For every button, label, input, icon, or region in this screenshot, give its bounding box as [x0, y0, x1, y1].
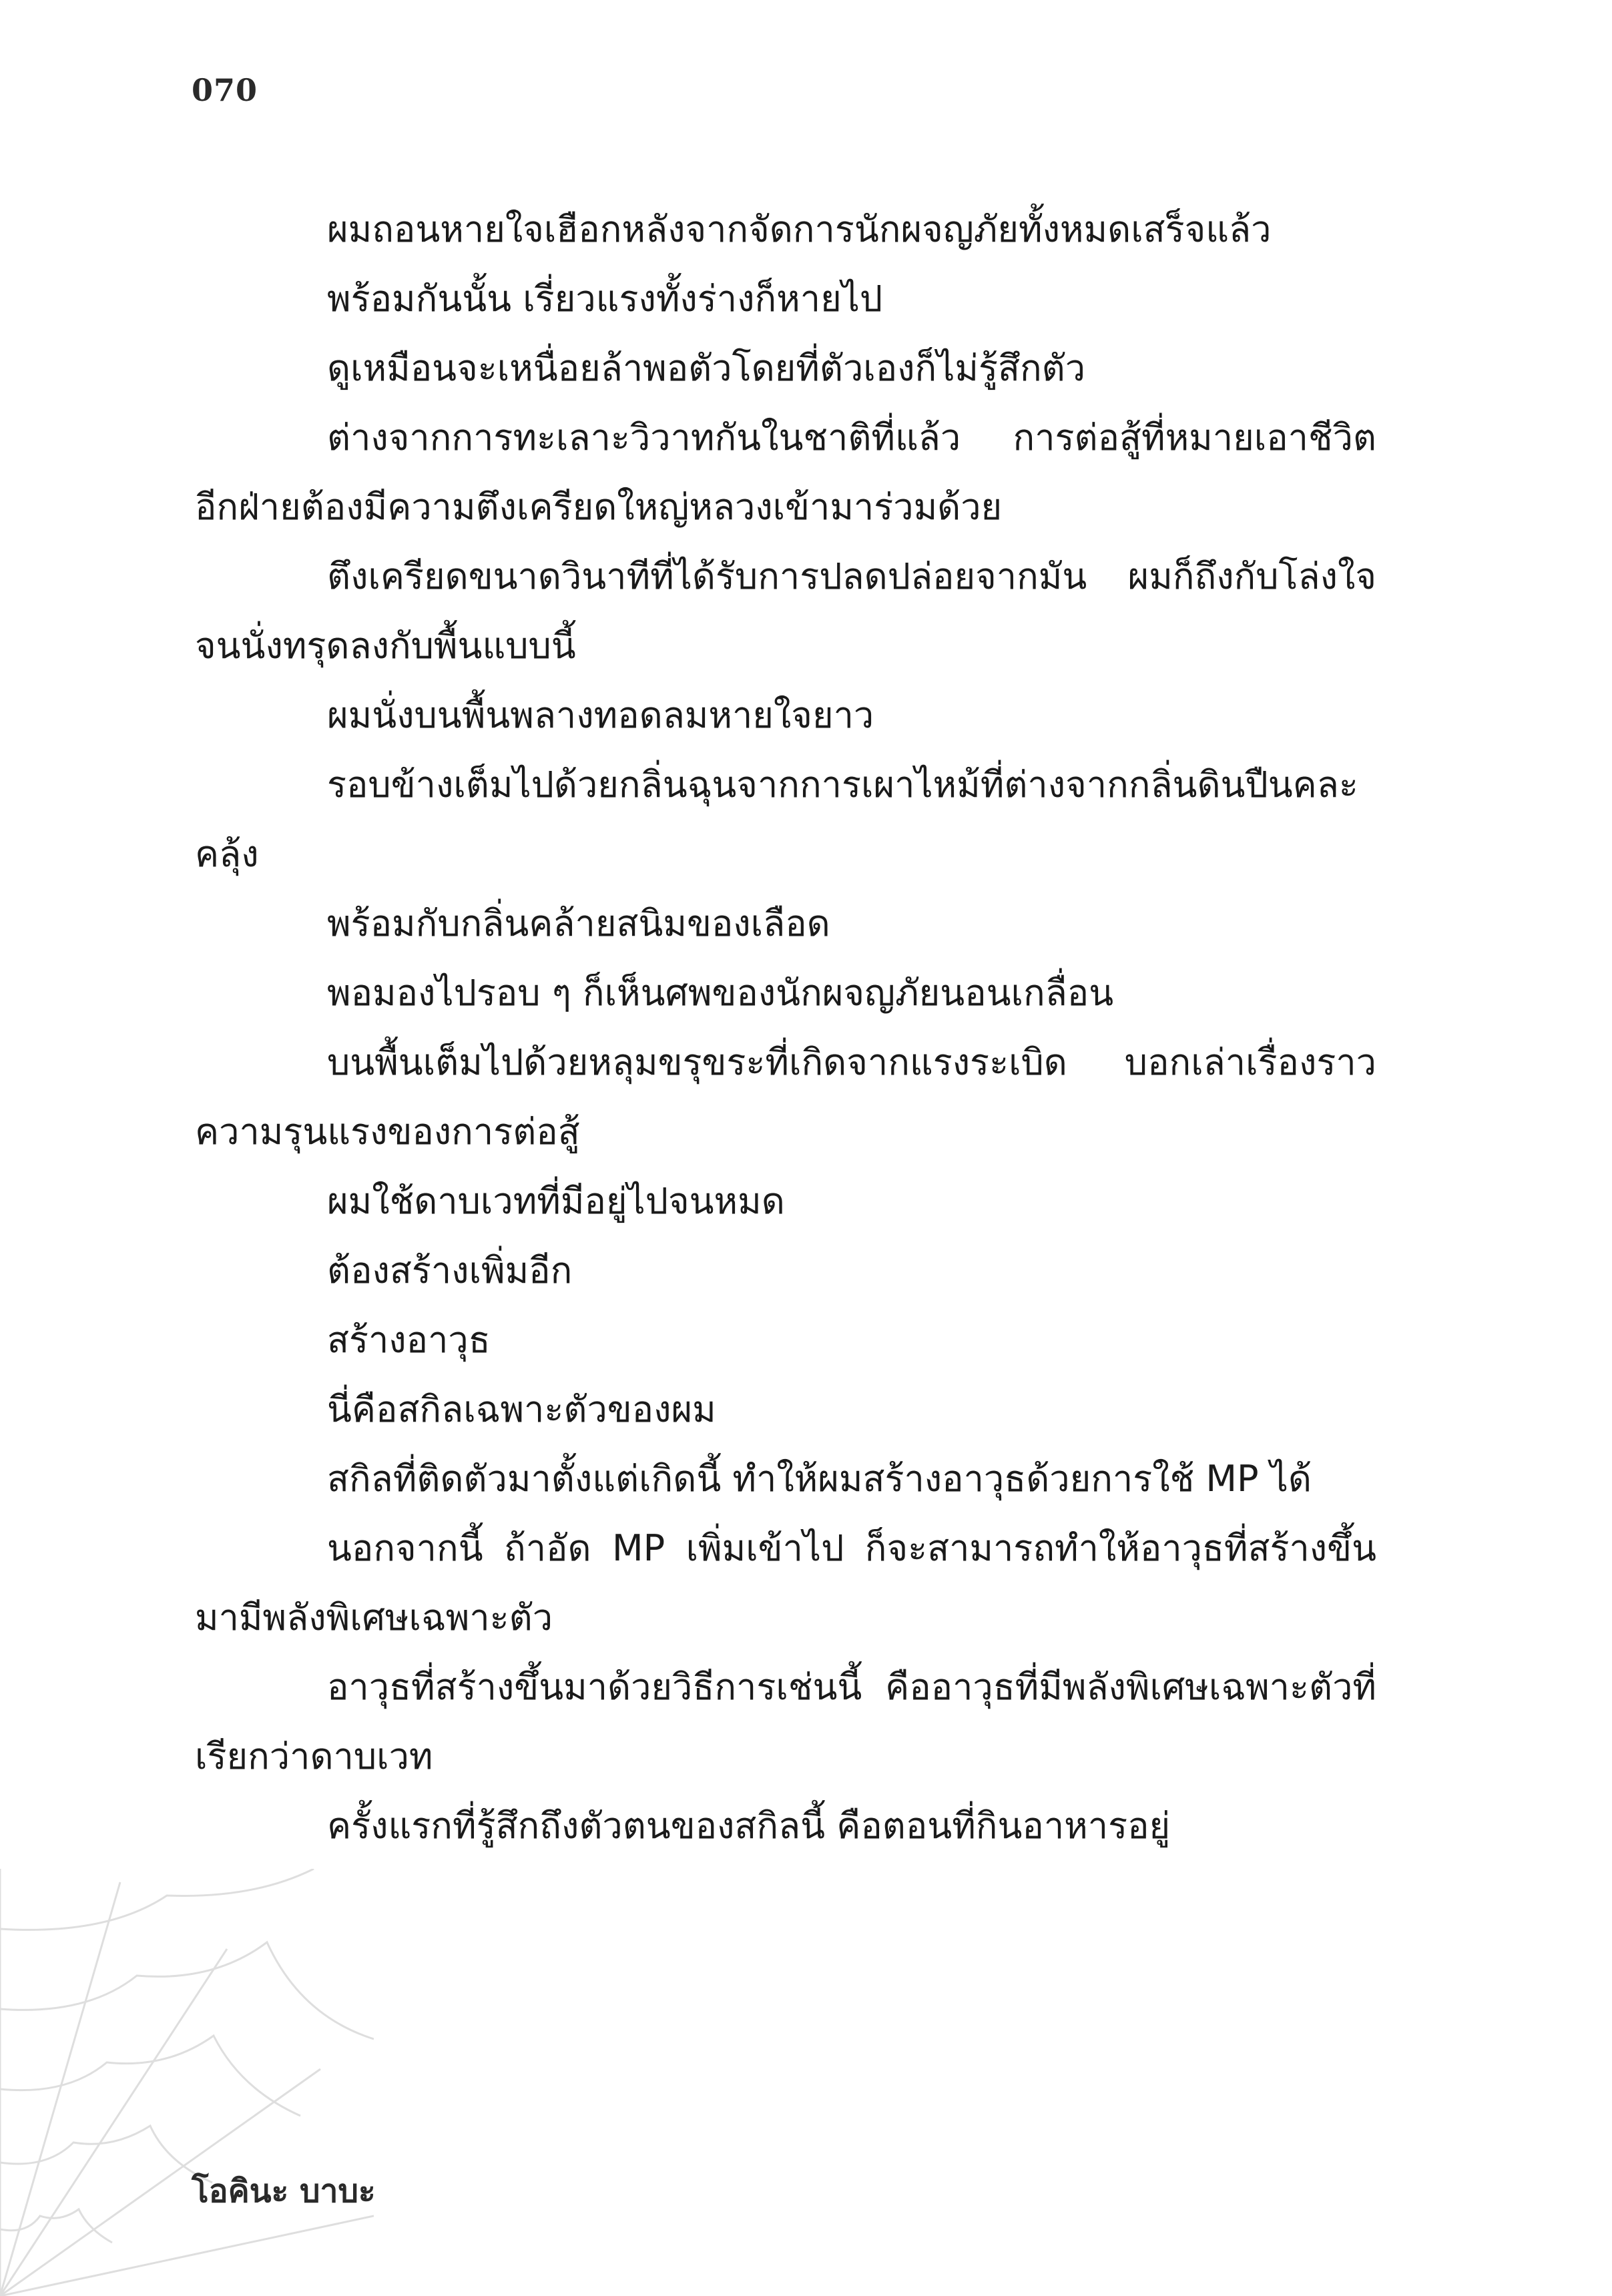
paragraph: พร้อมกับกลิ่นคล้ายสนิมของเลือด [327, 902, 830, 944]
paragraph: รอบข้างเต็มไปด้วยกลิ่นฉุนจากการเผาไหม้ที่ต่างจากกลิ่นดินปืนคละคลุ้ง [195, 764, 1358, 875]
paragraph: ผมนั่งบนพื้นพลางทอดลมหายใจยาว [327, 694, 874, 736]
page-number: 070 [192, 72, 258, 108]
paragraph: นอกจากนี้ ถ้าอัด MP เพิ่มเข้าไป ก็จะสามารถทำให้อาวุธที่สร้างขึ้นมามีพลังพิเศษเฉพาะตัว [195, 1527, 1376, 1639]
paragraph: สร้างอาวุธ [327, 1319, 491, 1361]
spider-web-decoration [0, 1869, 374, 2296]
paragraph: สกิลที่ติดตัวมาตั้งแต่เกิดนี้ ทำให้ผมสร้างอาวุธด้วยการใช้ MP ได้ [327, 1458, 1312, 1500]
paragraph: พอมองไปรอบ ๆ ก็เห็นศพของนักผจญภัยนอนเกลื่อน [327, 972, 1114, 1014]
paragraph: นี่คือสกิลเฉพาะตัวของผม [327, 1388, 716, 1430]
paragraph: ผมถอนหายใจเฮือกหลังจากจัดการนักผจญภัยทั้งหมดเสร็จแล้ว [327, 208, 1272, 250]
author-name: โอคินะ บาบะ [192, 2173, 376, 2210]
paragraph: ต่างจากการทะเลาะวิวาทกันในชาติที่แล้ว การต่อสู้ที่หมายเอาชีวิตอีกฝ่ายต้องมีความตึงเครียดใหญ่หลวงเข้ามาร่วมด้วย [195, 416, 1376, 528]
body-text [195, 195, 1376, 1861]
paragraph: ครั้งแรกที่รู้สึกถึงตัวตนของสกิลนี้ คือตอนที่กินอาหารอยู่ [327, 1805, 1171, 1847]
paragraph: พร้อมกันนั้น เรี่ยวแรงทั้งร่างก็หายไป [327, 278, 883, 320]
paragraph: ผมใช้ดาบเวทที่มีอยู่ไปจนหมด [327, 1180, 785, 1222]
paragraph: บนพื้นเต็มไปด้วยหลุมขรุขระที่เกิดจากแรงระเบิด บอกเล่าเรื่องราวความรุนแรงของการต่อสู้ [195, 1041, 1376, 1153]
paragraph: ต้องสร้างเพิ่มอีก [327, 1249, 573, 1292]
paragraph: ดูเหมือนจะเหนื่อยล้าพอตัวโดยที่ตัวเองก็ไม่รู้สึกตัว [327, 347, 1086, 389]
paragraph: อาวุธที่สร้างขึ้นมาด้วยวิธีการเช่นนี้ คืออาวุธที่มีพลังพิเศษเฉพาะตัวที่เรียกว่าดาบเวท [195, 1666, 1376, 1777]
paragraph: ตึงเครียดขนาดวินาทีที่ได้รับการปลดปล่อยจากมัน ผมก็ถึงกับโล่งใจจนนั่งทรุดลงกับพื้นแบบนี้ [195, 555, 1376, 667]
